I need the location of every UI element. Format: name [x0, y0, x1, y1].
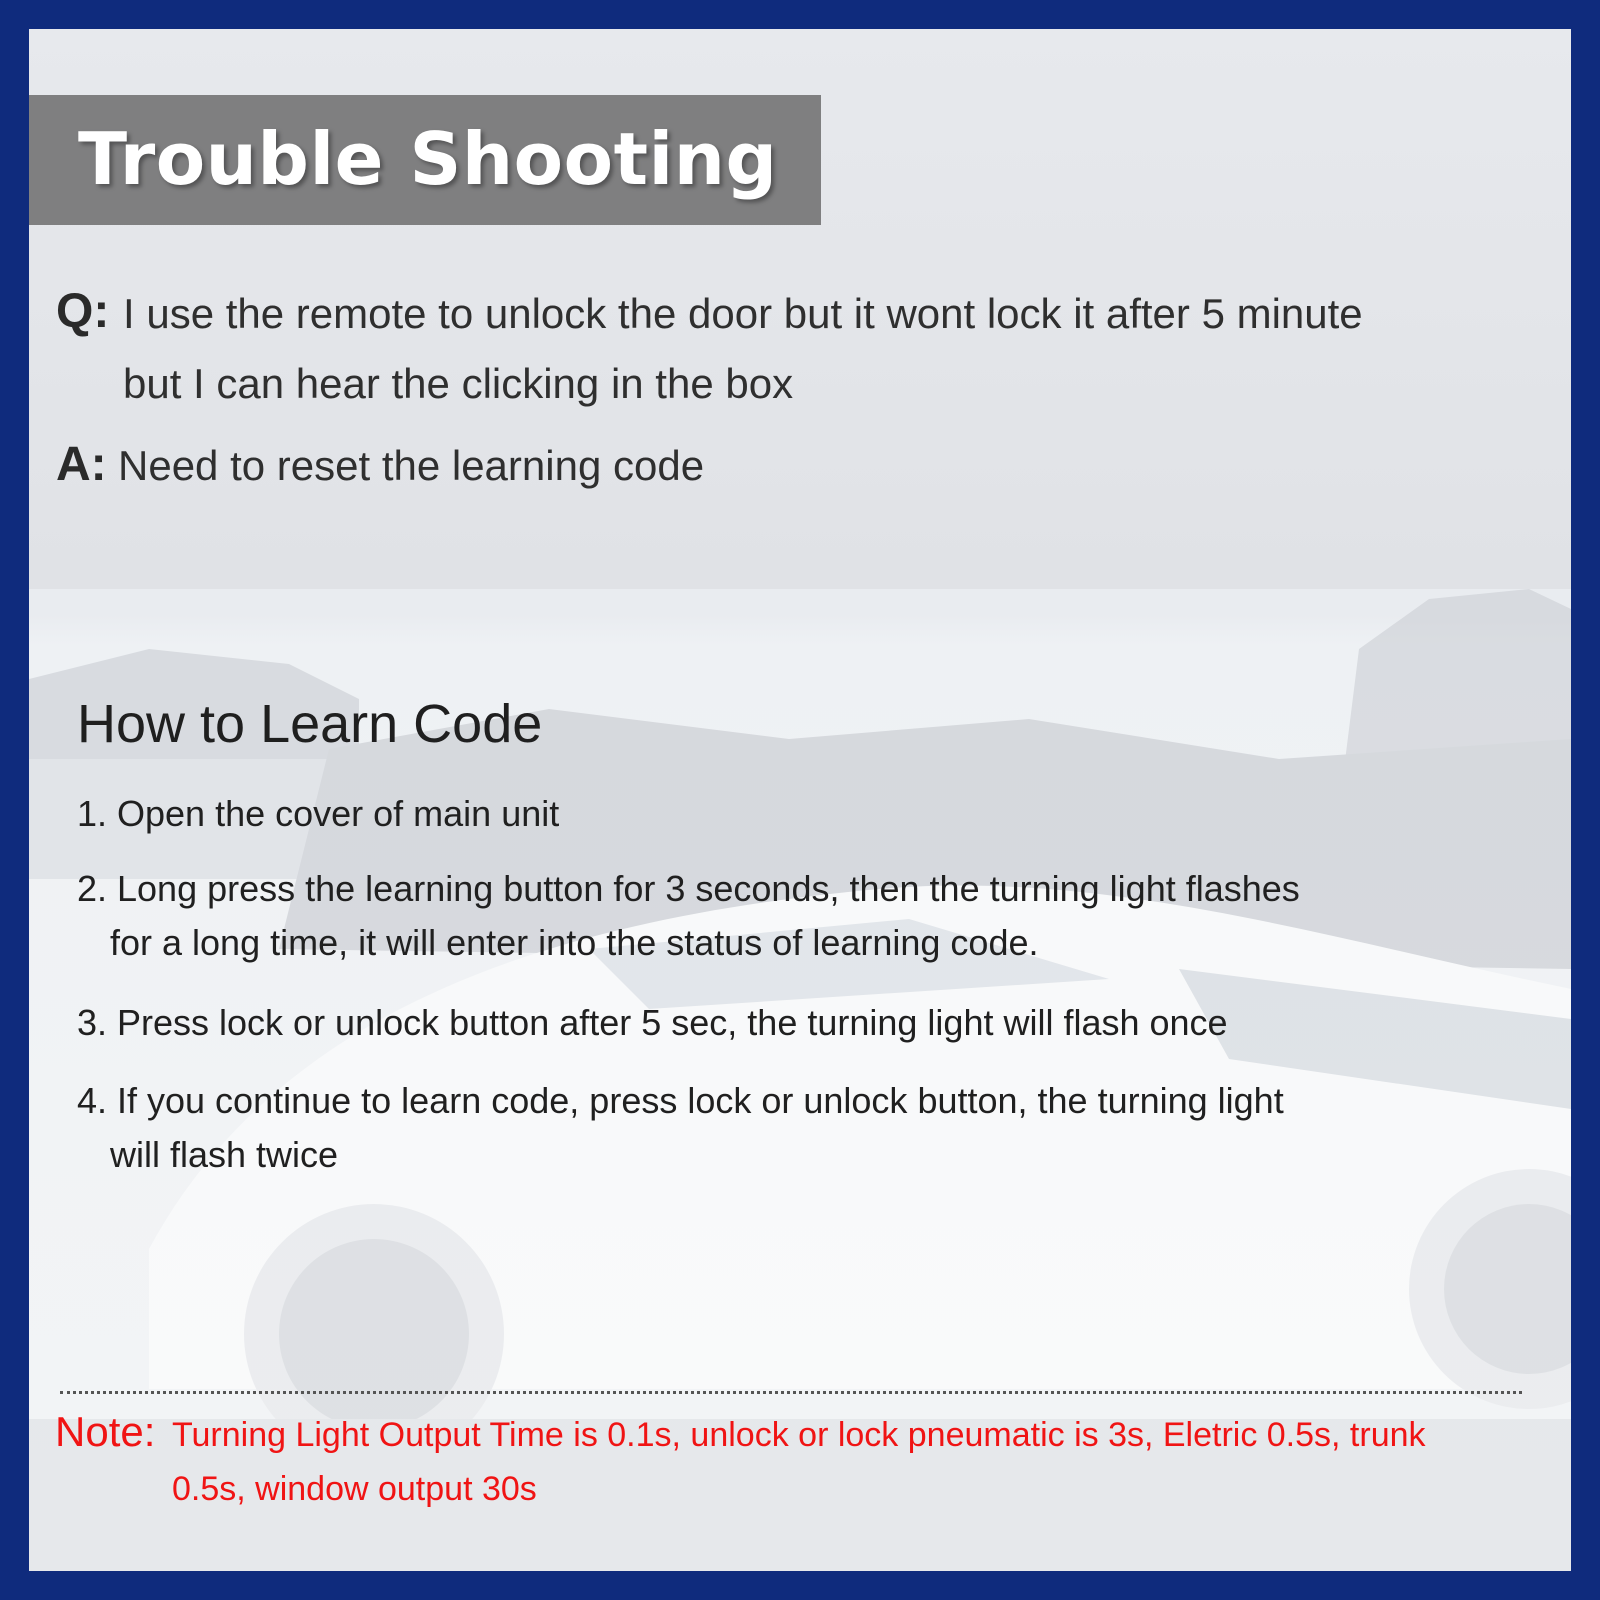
step-number: 3. [77, 1002, 108, 1043]
content-card [29, 29, 1571, 1571]
step-number: 2. [77, 868, 108, 909]
title-bar [29, 95, 821, 225]
note-line-2: 0.5s, window output 30s [172, 1470, 537, 1508]
step-text-continued: for a long time, it will enter into the status of learning code. [110, 922, 1039, 963]
step-item-1 [77, 787, 1517, 841]
step-text: Press lock or unlock button after 5 sec, the turning light will flash once [117, 1002, 1228, 1043]
step-text: If you continue to learn code, press lock or unlock button, the turning light [117, 1080, 1284, 1121]
question-label: Q: [56, 285, 110, 338]
step-item-3 [77, 996, 1517, 1050]
step-item-2 [77, 862, 1517, 970]
step-text: Open the cover of main unit [117, 793, 560, 834]
answer-label: A: [56, 438, 107, 491]
step-number: 4. [77, 1080, 108, 1121]
question-line-2: but I can hear the clicking in the box [123, 360, 794, 407]
note-line-1: Turning Light Output Time is 0.1s, unlock or lock pneumatic is 3s, Eletric 0.5s, trunk [172, 1416, 1426, 1454]
step-text: Long press the learning button for 3 seconds, then the turning light flashes [117, 868, 1300, 909]
note-text [172, 1408, 1542, 1516]
step-text-continued: will flash twice [110, 1134, 339, 1175]
answer-text: Need to reset the learning code [118, 442, 705, 489]
note-label: Note: [55, 1408, 156, 1455]
step-number: 1. [77, 793, 108, 834]
learn-code-heading: How to Learn Code [77, 694, 543, 754]
step-item-4 [77, 1074, 1517, 1182]
page-title: Trouble Shooting [78, 117, 778, 201]
dotted-divider [60, 1391, 1522, 1394]
question-line-1: I use the remote to unlock the door but it wont lock it after 5 minute [123, 290, 1363, 337]
